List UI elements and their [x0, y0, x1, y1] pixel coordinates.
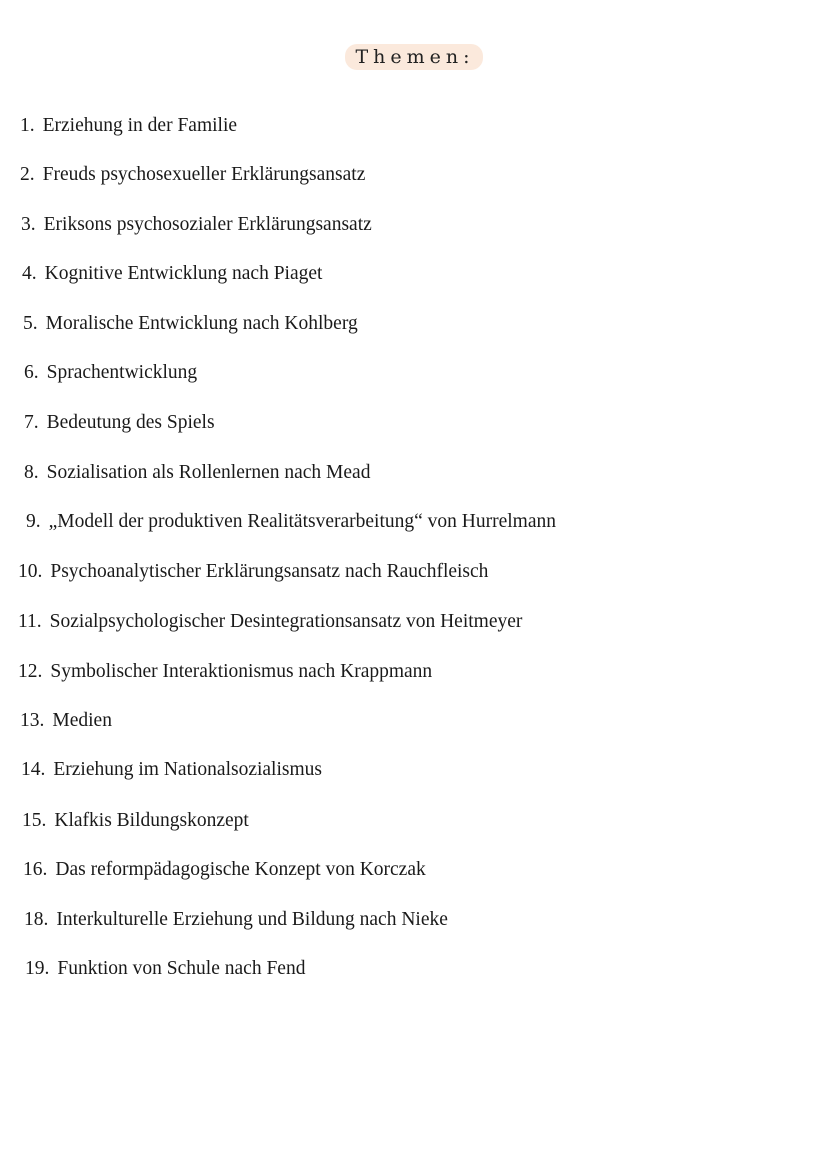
- topic-number: 11.: [18, 611, 42, 632]
- topic-number: 7.: [24, 412, 39, 433]
- topic-number: 10.: [18, 561, 43, 582]
- topic-item: [20, 707, 112, 735]
- topic-number: 6.: [24, 362, 39, 383]
- topic-label: Kognitive Entwicklung nach Piaget: [44, 263, 323, 284]
- topic-number: 2.: [20, 164, 35, 185]
- topic-number: 8.: [24, 462, 39, 483]
- topic-number: 5.: [23, 313, 38, 334]
- topic-item: [18, 558, 488, 586]
- topic-item: [20, 112, 237, 140]
- topic-item: [18, 608, 522, 636]
- topic-item: [18, 658, 432, 686]
- topic-label: Eriksons psychosozialer Erklärungsansatz: [43, 214, 372, 235]
- topic-item: [21, 211, 372, 239]
- topic-item: [22, 260, 322, 288]
- heading-wrapper: [0, 44, 828, 70]
- topic-item: [24, 459, 370, 487]
- topic-item: [21, 756, 322, 784]
- topic-label: „Modell der produktiven Realitätsverarbeitung“ von Hurrelmann: [48, 511, 557, 532]
- topic-label: Sprachentwicklung: [46, 362, 198, 383]
- topic-label: Moralische Entwicklung nach Kohlberg: [45, 313, 358, 334]
- topic-label: Psychoanalytischer Erklärungsansatz nach Rauchfleisch: [50, 561, 489, 582]
- topic-number: 3.: [21, 214, 36, 235]
- topic-number: 1.: [20, 115, 35, 136]
- topic-item: [23, 310, 358, 338]
- topic-label: Symbolischer Interaktionismus nach Krappmann: [50, 661, 433, 682]
- topic-item: [26, 508, 556, 536]
- topic-number: 15.: [22, 810, 47, 831]
- topic-label: Erziehung im Nationalsozialismus: [53, 759, 322, 780]
- topic-number: 14.: [21, 759, 46, 780]
- topic-label: Interkulturelle Erziehung und Bildung nach Nieke: [56, 909, 448, 930]
- topic-label: Funktion von Schule nach Fend: [57, 958, 306, 979]
- topic-number: 12.: [18, 661, 43, 682]
- topic-label: Medien: [52, 710, 112, 731]
- topic-item: [24, 359, 197, 387]
- topic-label: Sozialisation als Rollenlernen nach Mead: [46, 462, 371, 483]
- topic-label: Erziehung in der Familie: [42, 115, 238, 136]
- topic-item: [24, 906, 448, 934]
- topic-number: 4.: [22, 263, 37, 284]
- topic-label: Bedeutung des Spiels: [46, 412, 215, 433]
- topic-number: 16.: [23, 859, 48, 880]
- topic-label: Das reformpädagogische Konzept von Korczak: [55, 859, 426, 880]
- topic-label: Klafkis Bildungskonzept: [54, 810, 249, 831]
- topic-item: [25, 955, 305, 983]
- topic-number: 19.: [25, 958, 50, 979]
- topic-item: [20, 161, 365, 189]
- topic-number: 18.: [24, 909, 49, 930]
- topic-number: 13.: [20, 710, 45, 731]
- topic-label: Sozialpsychologischer Desintegrationsansatz von Heitmeyer: [49, 611, 523, 632]
- topic-number: 9.: [26, 511, 41, 532]
- page-title: Themen:: [345, 44, 482, 70]
- topic-item: [22, 807, 249, 835]
- topic-item: [24, 409, 215, 437]
- topic-label: Freuds psychosexueller Erklärungsansatz: [42, 164, 366, 185]
- topic-item: [23, 856, 426, 884]
